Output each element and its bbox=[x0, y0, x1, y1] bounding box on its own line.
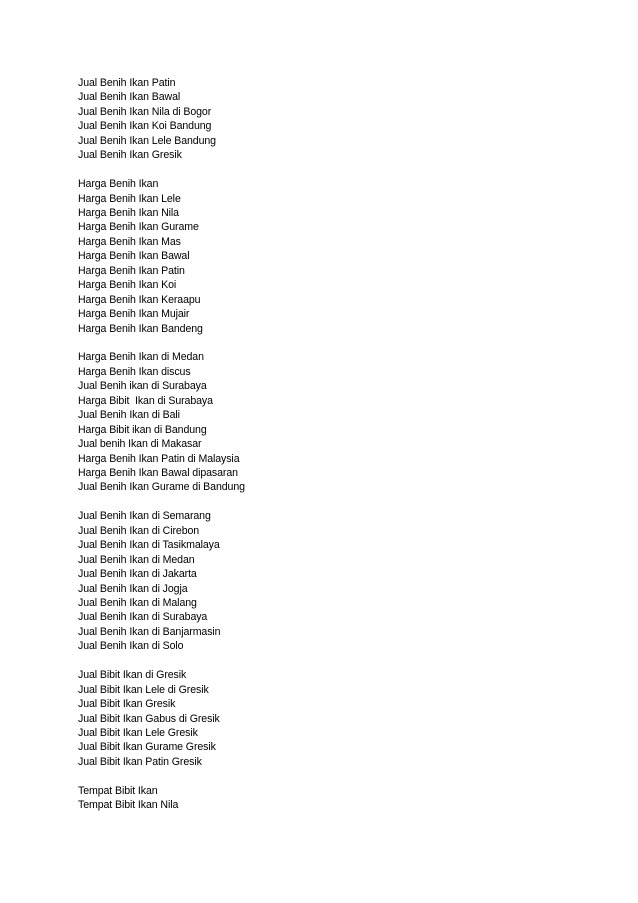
text-line: Jual Benih Ikan di Cirebon bbox=[78, 524, 200, 537]
text-line: Harga Benih Ikan di Medan bbox=[78, 351, 204, 364]
text-line: Jual Bibit Ikan Gabus di Gresik bbox=[78, 712, 220, 725]
text-line: Jual Bibit Ikan Lele Gresik bbox=[78, 726, 198, 739]
text-block bbox=[78, 177, 558, 336]
text-line: Jual Benih Ikan Lele Bandung bbox=[78, 134, 216, 147]
text-line: Jual Benih Ikan di Semarang bbox=[78, 510, 211, 523]
text-line: Jual Benih Ikan di Medan bbox=[78, 553, 195, 566]
text-line: Harga Benih Ikan Bawal dipasaran bbox=[78, 466, 238, 479]
text-line: Jual Benih Ikan Patin bbox=[78, 77, 176, 89]
text-line: Tempat Bibit Ikan bbox=[78, 784, 158, 797]
text-block bbox=[78, 350, 558, 494]
text-line: Jual Benih Ikan di Solo bbox=[78, 640, 184, 653]
text-line: Harga Benih Ikan Nila bbox=[78, 207, 179, 219]
text-line: Harga Benih Ikan Keraapu bbox=[78, 293, 201, 306]
text-line: Jual Benih Ikan di Jakarta bbox=[78, 568, 197, 581]
text-line: Tempat Bibit Ikan Nila bbox=[78, 799, 179, 812]
text-line: Harga Benih Ikan bbox=[78, 178, 159, 191]
text-line: Harga Benih Ikan Patin bbox=[78, 264, 185, 277]
text-line: Harga Bibit ikan di Bandung bbox=[78, 423, 207, 436]
text-line: Jual Benih Ikan Gresik bbox=[78, 149, 182, 162]
text-line: Jual Bibit Ikan Gurame Gresik bbox=[78, 741, 216, 754]
text-line: Jual Benih Ikan di Surabaya bbox=[78, 611, 208, 624]
text-line: Harga Bibit Ikan di Surabaya bbox=[78, 394, 213, 407]
text-line: Jual benih Ikan di Makasar bbox=[78, 438, 202, 451]
text-block bbox=[78, 668, 558, 769]
text-line: Jual Benih Ikan di Banjarmasin bbox=[78, 625, 221, 638]
text-line: Harga Benih Ikan Patin di Malaysia bbox=[78, 452, 240, 465]
text-line: Jual Benih Ikan di Bali bbox=[78, 409, 180, 422]
text-line: Jual Benih Ikan Nila di Bogor bbox=[78, 105, 212, 118]
text-line: Harga Benih Ikan Bawal bbox=[78, 250, 190, 263]
text-block bbox=[78, 509, 558, 653]
document-body bbox=[78, 76, 558, 827]
text-line: Harga Benih Ikan discus bbox=[78, 365, 191, 378]
text-block bbox=[78, 76, 558, 163]
text-line: Harga Benih Ikan Mas bbox=[78, 235, 181, 248]
text-line: Jual Benih Ikan di Malang bbox=[78, 596, 197, 609]
text-line: Harga Benih Ikan Gurame bbox=[78, 221, 199, 234]
text-line: Jual Benih Ikan Koi Bandung bbox=[78, 120, 212, 133]
text-line: Jual Bibit Ikan Patin Gresik bbox=[78, 755, 202, 768]
text-line: Jual Bibit Ikan Gresik bbox=[78, 698, 176, 711]
text-line: Jual Benih Ikan di Tasikmalaya bbox=[78, 539, 220, 552]
text-line: Jual Bibit Ikan Lele di Gresik bbox=[78, 683, 209, 696]
text-line: Harga Benih Ikan Bandeng bbox=[78, 322, 203, 335]
text-line: Jual Benih ikan di Surabaya bbox=[78, 380, 207, 393]
text-line: Jual Bibit Ikan di Gresik bbox=[78, 669, 187, 682]
text-line: Jual Benih Ikan Gurame di Bandung bbox=[78, 481, 245, 494]
text-line: Jual Benih Ikan di Jogja bbox=[78, 582, 188, 595]
text-line: Jual Benih Ikan Bawal bbox=[78, 91, 181, 104]
text-line: Harga Benih Ikan Mujair bbox=[78, 308, 190, 321]
text-line: Harga Benih Ikan Koi bbox=[78, 279, 177, 292]
text-line: Harga Benih Ikan Lele bbox=[78, 192, 181, 205]
text-block bbox=[78, 784, 558, 813]
